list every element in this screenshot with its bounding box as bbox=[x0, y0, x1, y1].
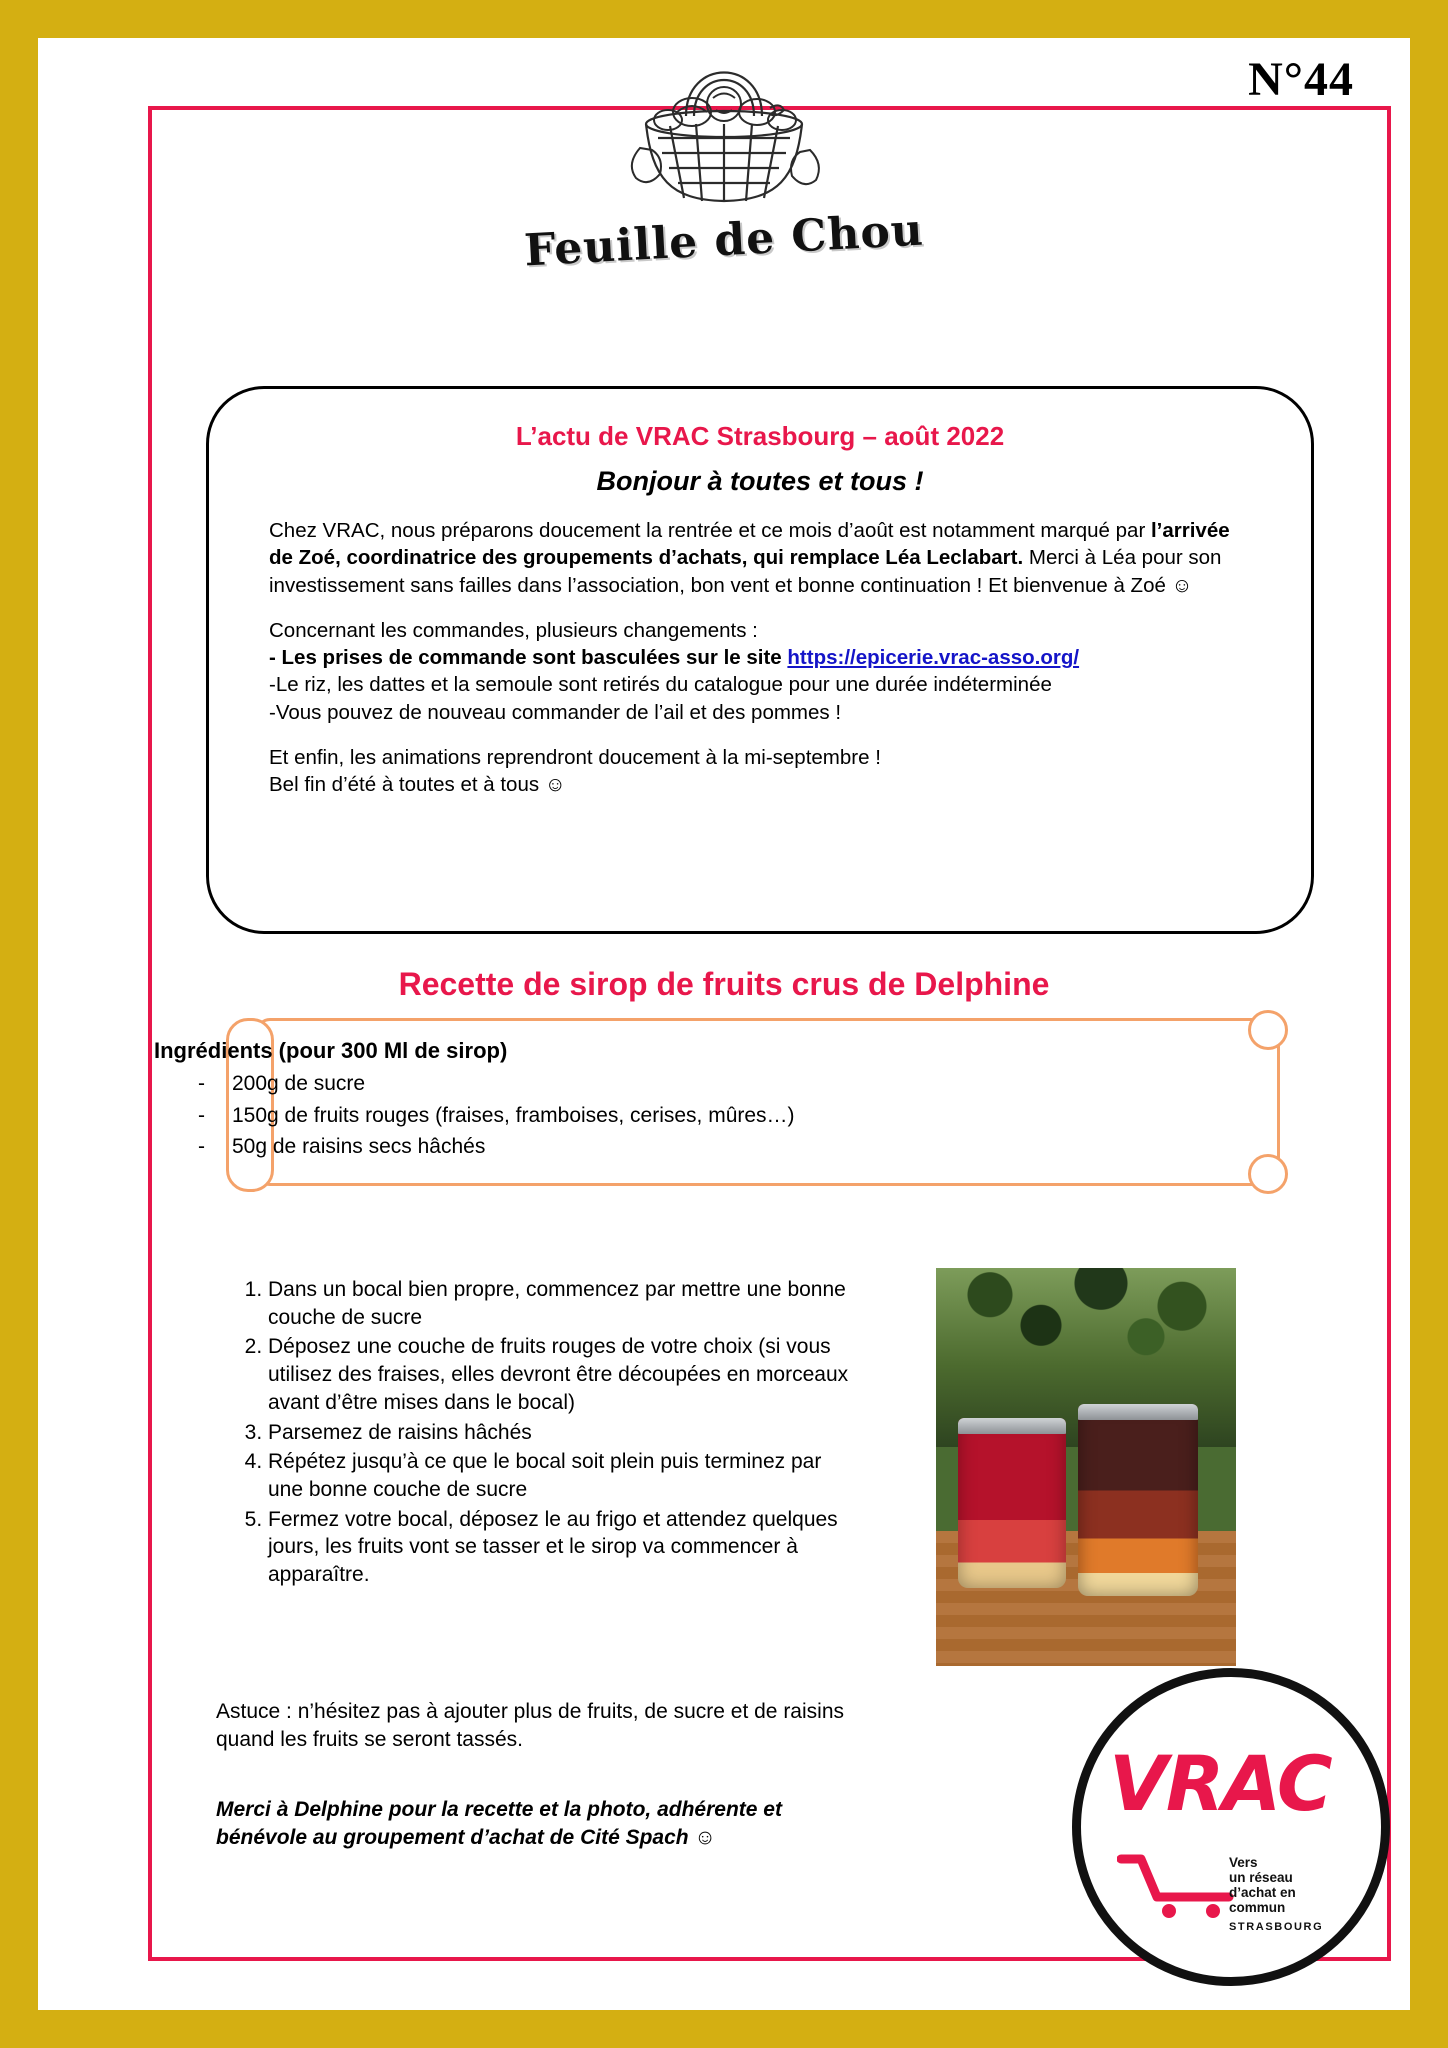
news-greeting: Bonjour à toutes et tous ! bbox=[596, 466, 924, 496]
news-orders-line4: -Vous pouvez de nouveau commander de l’ail et des pommes ! bbox=[269, 700, 842, 724]
photo-jar-left bbox=[958, 1418, 1066, 1588]
list-item: 5. Fermez votre bocal, déposez le au frigo et attendez quelques jours, les fruits vont se tasser et le sirop va commencer à apparaître. bbox=[268, 1506, 858, 1589]
news-box bbox=[206, 386, 1314, 934]
list-item: - 50g de raisins secs hâchés bbox=[154, 1131, 1054, 1163]
list-item: 4. Répétez jusqu’à ce que le bocal soit plein puis terminez par une bonne couche de sucre bbox=[268, 1448, 858, 1503]
vrac-tagline bbox=[1229, 1855, 1355, 1915]
news-p1-part2: Merci à Léa pour son investissement sans failles dans l’association, bon vent et bonne continuation ! Et bienvenue à Zoé ☺ bbox=[269, 546, 1222, 597]
photo-jar-lid bbox=[1078, 1404, 1198, 1420]
list-item: 3. Parsemez de raisins hâchés bbox=[268, 1419, 858, 1447]
news-paragraph-3 bbox=[269, 744, 1253, 799]
vrac-tagline-line3: d’achat en bbox=[1229, 1884, 1296, 1900]
recipe-steps bbox=[218, 1276, 858, 1591]
newsletter-title: Feuille de Chou bbox=[523, 204, 925, 277]
ingredients-list bbox=[154, 1068, 1054, 1163]
news-orders-line3: -Le riz, les dattes et la semoule sont retirés du catalogue pour une durée indéterminée bbox=[269, 673, 1052, 697]
list-item: - 150g de fruits rouges (fraises, framboises, cerises, mûres…) bbox=[154, 1100, 1054, 1132]
list-item: 1. Dans un bocal bien propre, commencez par mettre une bonne couche de sucre bbox=[268, 1276, 858, 1331]
news-body bbox=[245, 517, 1275, 798]
vrac-tagline-line4: commun bbox=[1229, 1899, 1286, 1915]
news-title: L’actu de VRAC Strasbourg – août 2022 bbox=[515, 421, 1005, 451]
ingredients-block bbox=[154, 1038, 1054, 1163]
list-item: 2. Déposez une couche de fruits rouges de votre choix (si vous utilisez des fraises, elles devront être découpées en morceaux avant d’être mises dans le bocal) bbox=[268, 1333, 858, 1416]
news-orders-intro: Concernant les commandes, plusieurs changements : bbox=[269, 618, 758, 642]
steps-list bbox=[218, 1276, 858, 1589]
issue-number: N°44 bbox=[1248, 53, 1354, 106]
recipe-credits: Merci à Delphine pour la recette et la photo, adhérente et bénévole au groupement d’achat de Cité Spach ☺ bbox=[216, 1798, 782, 1849]
vrac-wordmark: VRAC bbox=[1109, 1739, 1331, 1828]
epicerie-link[interactable]: https://epicerie.vrac-asso.org/ bbox=[787, 646, 1080, 669]
ingredients-title: Ingrédients (pour 300 Ml de sirop) bbox=[154, 1038, 508, 1063]
scroll-curl-top-right bbox=[1248, 1010, 1288, 1050]
news-closing-line: Bel fin d’été à toutes et à tous ☺ bbox=[269, 773, 566, 796]
vrac-city-label: STRASBOURG bbox=[1229, 1921, 1324, 1933]
vrac-tagline-line1: Vers bbox=[1229, 1854, 1258, 1870]
scroll-curl-bottom-right bbox=[1248, 1154, 1288, 1194]
vrac-logo bbox=[1072, 1668, 1390, 1986]
news-events-line: Et enfin, les animations reprendront doucement à la mi-septembre ! bbox=[269, 745, 881, 769]
news-paragraph-1 bbox=[269, 517, 1253, 599]
masthead bbox=[514, 38, 934, 277]
vrac-tagline-line2: un réseau bbox=[1229, 1869, 1293, 1885]
news-p1-part1: Chez VRAC, nous préparons doucement la rentrée et ce mois d’août est notamment marqué par bbox=[269, 519, 1151, 542]
news-p1-bold: l’arrivée de Zoé, coordinatrice des groupements d’achats, qui remplace Léa Leclabart. bbox=[269, 519, 1230, 570]
photo-jar-right bbox=[1078, 1404, 1198, 1596]
list-item: - 200g de sucre bbox=[154, 1068, 1054, 1100]
vegetable-basket-icon bbox=[574, 38, 874, 223]
recipe-tip: Astuce : n’hésitez pas à ajouter plus de fruits, de sucre et de raisins quand les fruits se seront tassés. bbox=[216, 1700, 845, 1751]
recipe-heading: Recette de sirop de fruits crus de Delphine bbox=[398, 966, 1050, 1002]
photo-jar-lid bbox=[958, 1418, 1066, 1434]
shopping-cart-icon bbox=[1117, 1853, 1247, 1919]
news-orders-bold: - Les prises de commande sont basculées sur le site bbox=[269, 646, 782, 669]
news-paragraph-2 bbox=[269, 617, 1253, 726]
photo-bocaux-sirop-fruits bbox=[936, 1268, 1236, 1666]
